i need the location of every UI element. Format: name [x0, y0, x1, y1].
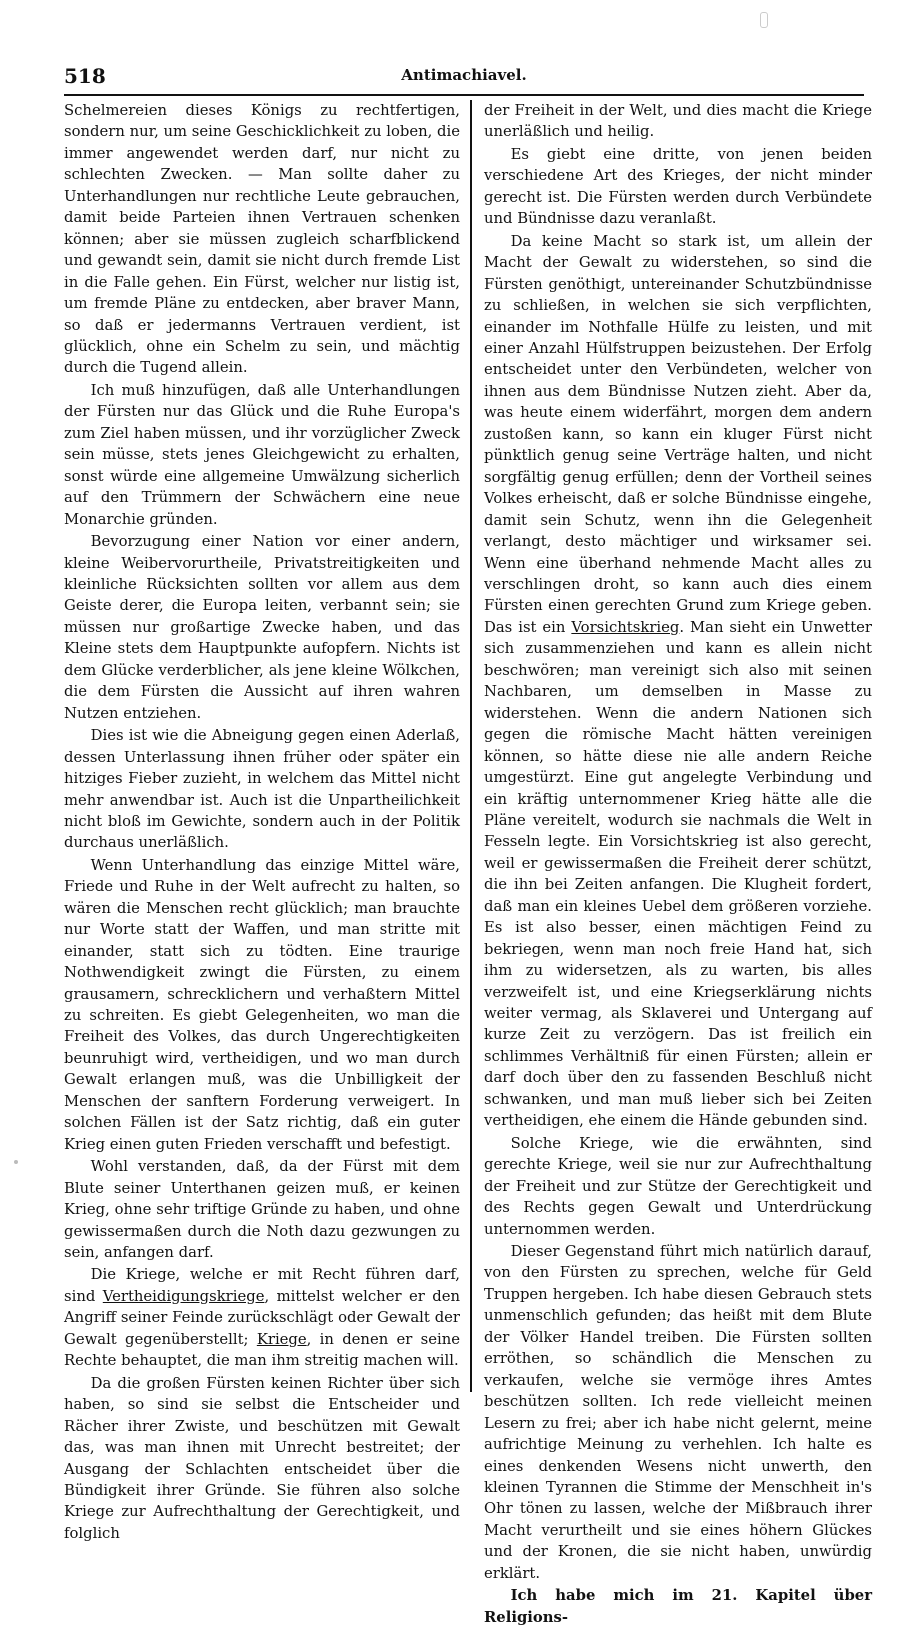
paragraph: der Freiheit in der Welt, und dies macht die Kriege unerläßlich und heilig.: [484, 102, 872, 141]
paragraph: [484, 231, 872, 1132]
paragraph: [64, 1264, 460, 1371]
right-column: [484, 100, 872, 1626]
paragraph: Es giebt eine dritte, von jenen beiden verschiedene Art des Krieges, der nicht minder gerecht ist. Die Fürsten werden durch Verbündete und Bündnisse dazu veranlaßt.: [484, 145, 872, 228]
underlined-term: Vorsichtskrieg: [571, 618, 680, 636]
running-title: Antimachiavel.: [401, 66, 527, 84]
text-run: , in denen er seine Rechte behauptet, die man ihm streitig machen will.: [64, 1330, 460, 1370]
paragraph: Solche Kriege, wie die erwähnten, sind gerechte Kriege, weil sie nur zur Aufrechthaltung der Freiheit und zur Stütze der Gerechtigkeit und des Rechts gegen Gewalt und Unterdrückung unternommen werden.: [484, 1134, 872, 1238]
page-number: 518: [64, 64, 106, 88]
paragraph: Dieser Gegenstand führt mich natürlich darauf, von den Fürsten zu sprechen, welche für Geld Truppen hergeben. Ich habe diesen Gebrauch stets unmenschlich gefunden; das heißt mit dem Blute der Völker Handel treiben. Die Fürsten sollten erröthen, so schändlich die Menschen zu verkaufen, welche sie vermöge ihres Amtes beschützen sollten. Ich rede vielleicht meinen Lesern zu frei; aber ich habe nicht gelernt, meine aufrichtige Meinung zu verhehlen. Ich halte es eines denkenden Wesens nicht unwerth, den kleinen Tyrannen die Stimme der Menschheit in's Ohr tönen zu lassen, welche der Mißbrauch ihrer Macht verurtheilt und sie eines höhern Glückes und der Kronen, die sie nicht haben, unwürdig erklärt.: [484, 1243, 872, 1582]
paragraph: Schelmereien dieses Königs zu rechtfertigen, sondern nur, um seine Geschicklichkeit zu loben, die immer angewendet werden darf, nur nicht zu schlechten Zwecken. — Man sollte daher zu Unterhandlungen nur rechtliche Leute gebrauchen, damit beide Parteien ihnen Vertrauen schenken können; aber sie müssen zugleich scharfblickend und gewandt sein, damit sie nicht durch fremde List in die Falle gehen. Ein Fürst, welcher nur listig ist, um fremde Pläne zu entdecken, aber braver Mann, so daß er jedermanns Vertrauen verdient, ist glücklich, ohne ein Schelm zu sein, und mächtig durch die Tugend allein.: [64, 102, 460, 377]
left-column: [64, 100, 460, 1542]
text-run: Da keine Macht so stark ist, um allein der Macht der Gewalt zu widerstehen, so sind die Fürsten genöthigt, untereinander Schutzbündnisse zu schließen, in welchen sie sich verpflichten, einander im Nothfalle Hülfe zu leisten, und mit einer Anzahl Hülfstruppen beizustehen. Der Erfolg entscheidet unter den Verbündeten, welcher von ihnen aus dem Bündnisse Nutzen zieht. Aber da, was heute einem widerfährt, morgen dem andern zustoßen kann, so kann ein kluger Fürst nicht pünktlich genug seine Verträge halten, und nicht sorgfältig genug erfüllen; denn der Vortheil seines Volkes erheischt, daß er solche Bündnisse eingehe, damit sein Schutz, wenn ihn die Gelegenheit verlangt, desto mächtiger und wirksamer sei. Wenn eine überhand nehmende Macht alles zu verschlingen droht, so kann auch dies einem Fürsten einen gerechten Grund zum Kriege geben. Das ist ein: [484, 232, 872, 636]
underlined-term: Kriege: [256, 1330, 307, 1348]
paragraph: Bevorzugung einer Nation vor einer andern, kleine Weibervorurtheile, Privatstreitigkeiten und kleinliche Rücksichten sollten vor allem aus dem Geiste derer, die Europa leiten, verbannt sein; sie müssen nur großartige Zwecke haben, und das Kleine stets dem Hauptpunkte aufopfern. Nichts ist dem Glücke verderblicher, als jene kleine Wölkchen, die dem Fürsten die Aussicht auf ihren wahren Nutzen entziehen.: [64, 533, 460, 722]
underlined-term: Vertheidigungskriege: [102, 1287, 265, 1305]
paragraph: Wenn Unterhandlung das einzige Mittel wäre, Friede und Ruhe in der Welt aufrecht zu halten, so wären die Menschen recht glücklich; man brauchte nur Worte statt der Waffen, und man stritte mit einander, statt sich zu tödten. Eine traurige Nothwendigkeit zwingt die Fürsten, zu einem grausamern, schrecklichern und verhaßtern Mittel zu schreiten. Es giebt Gelegenheiten, wo man die Freiheit des Volkes, das durch Ungerechtigkeiten beunruhigt wird, vertheidigen, und wo man durch Gewalt erlangen muß, was die Unbilligkeit der Menschen der sanftern Forderung verweigert. In solchen Fällen ist der Satz richtig, daß ein guter Krieg einen guten Frieden verschafft und befestigt.: [64, 856, 460, 1153]
paragraph: Wohl verstanden, daß, da der Fürst mit dem Blute seiner Unterthanen geizen muß, er keinen Krieg, ohne sehr triftige Gründe zu haben, und ohne gewissermaßen durch die Noth dazu gezwungen zu sein, anfangen darf.: [64, 1158, 460, 1262]
margin-mark: [760, 12, 768, 28]
paragraph: Da die großen Fürsten keinen Richter über sich haben, so sind sie selbst die Entscheider und Rächer ihrer Zwiste, und beschützen mit Gewalt das, was man ihnen mit Unrecht bestreitet; der Ausgang der Schlachten entscheidet über die Bündigkeit ihrer Gründe. Sie führen also solche Kriege zur Aufrechthaltung der Gerechtigkeit, und folglich: [64, 1374, 460, 1542]
page-header: [64, 60, 864, 96]
column-rule: [470, 100, 472, 1392]
margin-speck: [14, 1160, 18, 1164]
text-run: , mittelst welcher er den Angriff seiner Feinde zurückschlägt oder Gewalt der Gewalt gegenüberstellt;: [64, 1287, 460, 1348]
paragraph: Ich habe mich im 21. Kapitel über Religions-: [484, 1587, 872, 1626]
text-run: . Man sieht ein Unwetter sich zusammenziehen und kann es allein nicht beschwören; man vereinigt sich also mit seinen Nachbaren, um demselben in Masse zu widerstehen. Wenn die andern Nationen sich gegen die römische Macht hätten vereinigen können, so hätte diese nie alle andern Reiche umgestürzt. Eine gut angelegte Verbindung und ein kräftig unternommener Krieg hätte alle die Pläne vereitelt, wodurch sie nachmals die Welt in Fesseln legte. Ein Vorsichtskrieg ist also gerecht, weil er gewissermaßen die Freiheit derer schützt, die ihn bei Zeiten anfangen. Die Klugheit fordert, daß man ein kleines Uebel dem größeren vorziehe. Es ist also besser, einen mächtigen Feind zu bekriegen, wenn man noch freie Hand hat, sich ihm zu widersetzen, als zu warten, bis alles verzweifelt ist, und eine Kriegserklärung nichts weiter vermag, als Sklaverei und Untergang auf kurze Zeit zu verzögern. Das ist freilich ein schlimmes Verhältniß für einen Fürsten; allein er darf doch über den zu fassenden Beschluß nicht schwanken, und man muß lieber sich bei Zeiten vertheidigen, ehe einem die Hände gebunden sind.: [484, 618, 872, 1130]
paragraph: Dies ist wie die Abneigung gegen einen Aderlaß, dessen Unterlassung ihnen früher oder später ein hitziges Fieber zuzieht, in welchem das Mittel nicht mehr anwendbar ist. Auch ist die Unpartheilichkeit nicht bloß im Gewichte, sondern auch in der Politik durchaus unerläßlich.: [64, 727, 460, 852]
paragraph: Ich muß hinzufügen, daß alle Unterhandlungen der Fürsten nur das Glück und die Ruhe Europa's zum Ziel haben müssen, und ihr vorzüglicher Zweck sein müsse, stets jenes Gleichgewicht zu erhalten, sonst würde eine allgemeine Umwälzung sicherlich auf den Trümmern der Schwächern eine neue Monarchie gründen.: [64, 381, 460, 528]
text-run: Die Kriege, welche er mit Recht führen darf, sind: [64, 1266, 460, 1305]
